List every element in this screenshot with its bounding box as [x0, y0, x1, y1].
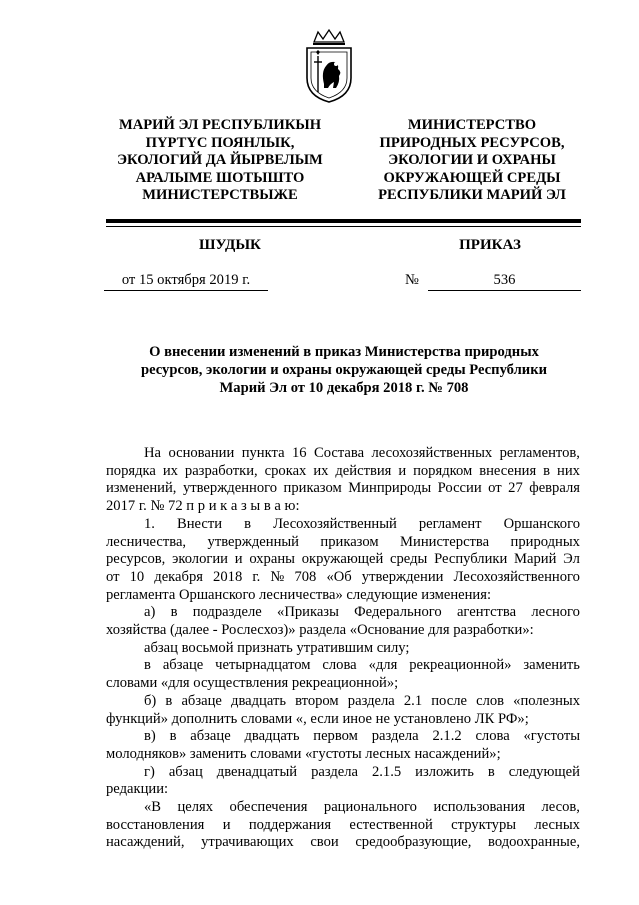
ministry-name-mari-line: МИНИСТЕРСТВЫЖЕ [142, 187, 298, 204]
ministry-name-mari-line: МАРИЙ ЭЛ РЕСПУБЛИКЫН [118, 117, 322, 133]
ministry-name-russian-line: ЭКОЛОГИИ И ОХРАНЫ [388, 152, 556, 169]
body-line: хозяйства (далее - Рослесхоз)» раздела «Основание для разработки»: [106, 622, 534, 639]
body-line: изменений, утвержденного приказом Минприроды России от 27 февраля [106, 480, 580, 497]
body-line: восстановления и поддержания естественной структуры лесных [106, 816, 580, 833]
body-line: 2017 г. № 72 п р и к а з ы в а ю: [106, 498, 300, 515]
order-number-label: № [405, 272, 419, 288]
ministry-name-russian-line: РЕСПУБЛИКИ МАРИЙ ЭЛ [378, 187, 566, 204]
ministry-name-mari [96, 117, 344, 205]
body-line: абзац восьмой признать утратившим силу; [144, 639, 410, 656]
ministry-name-russian-line: ПРИРОДНЫХ РЕСУРСОВ, [379, 134, 565, 151]
body-line: насаждений, утрачивающих свои средообразующие, водоохранные, [106, 834, 580, 851]
header-divider-thick [106, 219, 581, 223]
body-line: порядка их разработки, сроках их действия и порядком внесения в них [106, 462, 580, 479]
body-line: На основании пункта 16 Состава лесохозяйственных регламентов, [144, 445, 580, 461]
body-line: молодняков» заменить словами «густоты лесных насаждений»; [106, 745, 501, 762]
body-line: функций» дополнить словами «, если иное не установлено ЛК РФ»; [106, 710, 529, 727]
body-line: регламента Оршанского лесничества» следующие изменения: [106, 586, 492, 603]
body-line: от 10 декабря 2018 г. № 708 «Об утверждении Лесохозяйственного [106, 568, 580, 585]
ministry-name-mari-line: ПҮРТҮС ПОЯНЛЫК, [145, 134, 295, 151]
ministry-name-mari-line: АРАЛЫМЕ ШОТЫШТО [135, 169, 305, 186]
ministry-name-russian-line: ОКРУЖАЮЩЕЙ СРЕДЫ [383, 169, 561, 186]
body-line: а) в подразделе «Приказы Федерального агентства лесного [144, 604, 580, 621]
body-line: лесничества, утвержденный приказом Министерства природных [106, 533, 580, 550]
ministry-name-russian [356, 117, 588, 205]
body-line: «В целях обеспечения рационального использования лесов, [144, 799, 580, 816]
coat-of-arms-emblem [302, 28, 356, 104]
order-body [106, 445, 580, 852]
body-line: 1. Внести в Лесохозяйственный регламент Оршанского [144, 515, 580, 532]
body-line: в абзаце четырнадцатом слова «для рекреационной» заменить [144, 657, 580, 674]
body-line: ресурсов, экологии и охраны окружающей среды Республики Марий Эл [106, 551, 580, 568]
doc-type-russian: ПРИКАЗ [459, 237, 521, 253]
ministry-name-russian-line: МИНИСТЕРСТВО [407, 117, 537, 133]
body-line: г) абзац двенадцатый раздела 2.1.5 изложить в следующей [144, 763, 580, 780]
order-title-line: О внесении изменений в приказ Министерства природных [149, 344, 539, 360]
order-title-line: ресурсов, экологии и охраны окружающей среды Республики [140, 361, 548, 378]
doc-type-mari: ШУДЫК [199, 237, 261, 253]
body-line: редакции: [106, 781, 169, 798]
ministry-name-mari-line: ЭКОЛОГИЙ ДА ЙЫРВЕЛЫМ [117, 152, 323, 169]
body-line: в) в абзаце двадцать первом раздела 2.1.2 слова «густоты [144, 728, 580, 745]
header-divider-thin [106, 226, 581, 227]
body-line: б) в абзаце двадцать втором раздела 2.1 после слов «полезных [144, 692, 580, 709]
order-title [118, 344, 570, 397]
body-line: словами «для осуществления рекреационной»; [106, 675, 399, 692]
order-title-line: Марий Эл от 10 декабря 2018 г. № 708 [219, 379, 469, 396]
order-date: от 15 октября 2019 г. [104, 272, 268, 291]
order-number: 536 [428, 272, 581, 291]
